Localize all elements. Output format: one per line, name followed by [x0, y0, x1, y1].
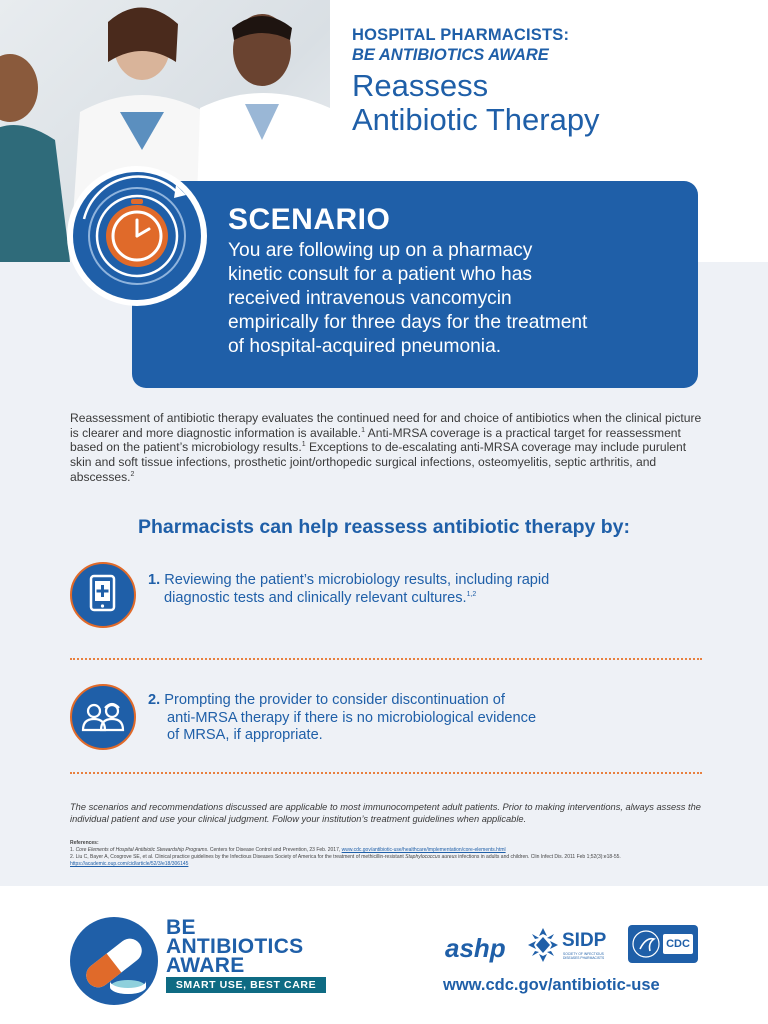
- reference-item: [70, 854, 702, 868]
- scenario-box: [132, 181, 698, 388]
- ref-mark: 1: [361, 426, 365, 434]
- reference-link[interactable]: https://academic.oup.com/cid/article/52/3/e18/306145: [70, 861, 189, 867]
- header-text: [352, 26, 752, 137]
- scenario-line: empirically for three days for the treatment: [228, 312, 588, 333]
- dotted-divider: [70, 772, 702, 774]
- reference-text: . Centers for Disease Control and Prevention, 23 Feb. 2017,: [207, 847, 342, 853]
- item-number: 2.: [148, 692, 161, 708]
- reference-text: Liu C, Bayer A, Cosgrove SE, et al. Clinical practice guidelines by the Infectious Diseases Society of America for the treatment of methicillin-resistant: [75, 854, 406, 860]
- item-line: anti-MRSA therapy if there is no microbiological evidence: [167, 709, 537, 726]
- cdc-url-link[interactable]: www.cdc.gov/antibiotic-use: [443, 976, 660, 994]
- item-line: diagnostic tests and clinically relevant cultures.: [164, 589, 467, 606]
- item-line: Reviewing the patient’s microbiology results, including rapid: [164, 572, 550, 588]
- section-heading: Pharmacists can help reassess antibiotic therapy by:: [137, 516, 631, 538]
- intro-sentence: Exceptions to de-escalating anti-MRSA coverage may include purulent skin and soft tissue infections, prosthetic joint/orthopedic surgical infections, osteomyelitis, septic arthritis, and abscesses.: [70, 440, 687, 484]
- item-line: of MRSA, if appropriate.: [167, 727, 323, 743]
- hhs-cdc-logo-icon: [628, 925, 698, 963]
- dotted-divider: [70, 658, 702, 660]
- doctors-icon: [70, 684, 136, 750]
- scenario-heading: SCENARIO: [228, 203, 391, 236]
- tagline: SMART USE, BEST CARE: [166, 977, 326, 993]
- logo-line: AWARE: [166, 954, 245, 977]
- header-line-1: HOSPITAL PHARMACISTS:: [352, 26, 570, 44]
- page-title-line-1: Reassess: [352, 68, 489, 103]
- reference-italic: Staphylococcus aureus: [405, 854, 457, 860]
- ref-mark: 2: [130, 470, 135, 478]
- item-number: 1.: [148, 572, 161, 588]
- references: [70, 840, 702, 868]
- intro-paragraph: [70, 411, 702, 485]
- logo-line: BE: [166, 916, 196, 939]
- item-line: Prompting the provider to consider discontinuation of: [164, 692, 505, 708]
- ashp-logo: ashp: [445, 933, 506, 963]
- reference-number: 1.: [70, 847, 75, 853]
- scenario-line: of hospital-acquired pneumonia.: [228, 336, 502, 357]
- reference-number: 2.: [70, 854, 75, 860]
- scenario-line: received intravenous vancomycin: [228, 288, 512, 309]
- sidp-logo-icon: [528, 928, 558, 962]
- scenario-text: [228, 239, 674, 359]
- reference-title: Core Elements of Hospital Antibiotic Stewardship Programs: [75, 847, 208, 853]
- logo-line: ANTIBIOTICS: [166, 935, 304, 958]
- sidp-subtitle: SOCIETY OF INFECTIOUS DISEASES PHARMACISTS: [563, 952, 605, 960]
- tablet-icon: [70, 562, 136, 628]
- reference-item: [70, 847, 702, 854]
- reference-link[interactable]: www.cdc.gov/antibiotic-use/healthcare/implementation/core-elements.html: [341, 847, 506, 853]
- references-heading: References:: [70, 840, 99, 846]
- reference-text: infections in adults and children. Clin Infect Dis. 2011 Feb 1;52(3):e18-55.: [456, 854, 621, 860]
- ref-mark: 1: [301, 441, 306, 449]
- disclaimer: The scenarios and recommendations discussed are applicable to most immunocompetent adult patients. Prior to making interventions, always assess the individual patient and use your clinical judgment. Follow your institution’s treatment guidelines when applicable.: [70, 802, 701, 824]
- page-title-line-2: Antibiotic Therapy: [352, 102, 600, 137]
- intro-sentence: Reassessment of antibiotic therapy evaluates the continued need for and choice of antibiotics when the clinical picture is clearer and more diagnostic information is available.: [70, 411, 702, 440]
- list-item: [148, 692, 536, 745]
- logo-wordmark: [166, 918, 303, 975]
- cdc-logo-text: CDC: [666, 938, 690, 950]
- page-title: [352, 69, 752, 137]
- intro-sentence: Anti-MRSA coverage is a practical target for reassessment based on the patient’s microbiology results.: [70, 425, 681, 455]
- ref-mark: 1,2: [466, 590, 477, 598]
- be-antibiotics-aware-logo-icon: [70, 917, 158, 1005]
- scenario-line: You are following up on a pharmacy: [228, 240, 533, 261]
- clock-icon: [66, 165, 208, 307]
- list-item: [148, 572, 549, 607]
- header-line-2: BE ANTIBIOTICS AWARE: [352, 46, 549, 64]
- sidp-logo: SIDP: [562, 930, 607, 951]
- scenario-line: kinetic consult for a patient who has: [228, 264, 532, 285]
